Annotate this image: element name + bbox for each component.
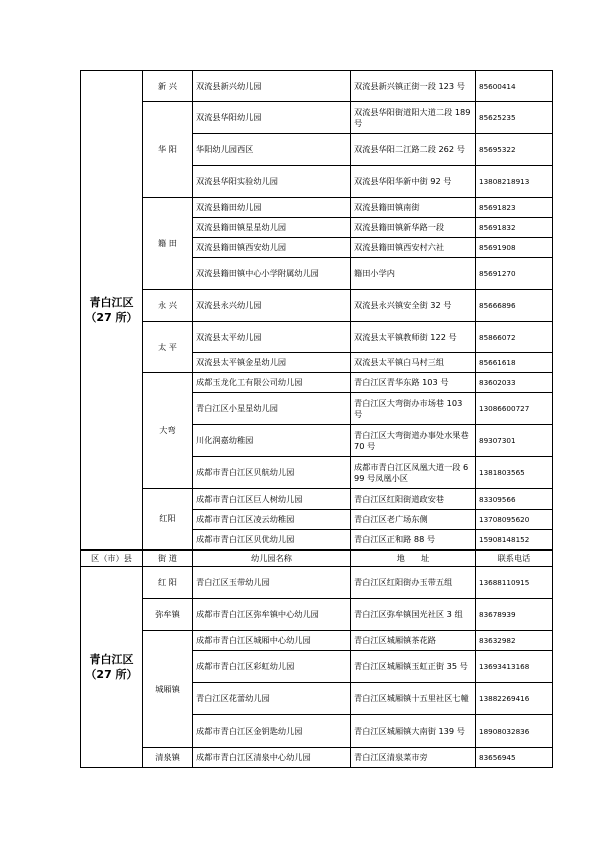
kindergarten-name: 成都市青白江区金钥匙幼儿园: [193, 715, 351, 748]
kindergarten-phone: 83602033: [476, 373, 553, 393]
kindergarten-name: 双流县太平镇金星幼儿园: [193, 353, 351, 373]
street-cell: 新 兴: [143, 71, 193, 102]
table-row: [81, 322, 553, 353]
kindergarten-phone: 18908032836: [476, 715, 553, 748]
street-cell: 华 阳: [143, 102, 193, 198]
district-count: （27 所）: [85, 668, 138, 681]
kindergarten-phone: 13688110915: [476, 567, 553, 599]
street-cell: 弥牟镇: [143, 599, 193, 631]
kindergarten-address: 青白江区老广场东侧: [351, 510, 476, 530]
street-cell: 红 阳: [143, 567, 193, 599]
kindergarten-name: 成都市青白江区彩虹幼儿园: [193, 651, 351, 683]
kindergarten-phone: 13882269416: [476, 683, 553, 715]
street-cell: 籍 田: [143, 198, 193, 290]
table-row: [81, 290, 553, 322]
table-row: [81, 567, 553, 599]
kindergarten-name: 青白江区花蕾幼儿园: [193, 683, 351, 715]
kindergarten-address: 青白江区红阳街道政安巷: [351, 489, 476, 510]
kindergarten-name: 成都市青白江区弥牟镇中心幼儿园: [193, 599, 351, 631]
kindergarten-phone: 85600414: [476, 71, 553, 102]
district-cell: [81, 567, 143, 768]
kindergarten-phone: 13086600727: [476, 393, 553, 425]
kindergarten-phone: 85691908: [476, 238, 553, 258]
kindergarten-address: 青白江区城厢镇十五里社区七幢: [351, 683, 476, 715]
kindergarten-address: 双流县华阳二江路二段 262 号: [351, 134, 476, 166]
kindergarten-name: 川化润嘉幼稚园: [193, 425, 351, 457]
kindergarten-address: 双流县华阳街道阳大道二段 189 号: [351, 102, 476, 134]
kindergarten-phone: 13708095620: [476, 510, 553, 530]
kindergarten-name: 双流县籍田镇西安幼儿园: [193, 238, 351, 258]
kindergarten-address: 双流县永兴镇安全街 32 号: [351, 290, 476, 322]
kindergarten-address: 青白江区大弯街道办事处水果巷 70 号: [351, 425, 476, 457]
kindergarten-name: 成都市青白江区贝航幼儿园: [193, 457, 351, 489]
header-phone: 联系电话: [476, 550, 553, 567]
kindergarten-phone: 15908148152: [476, 530, 553, 550]
table-row: [81, 599, 553, 631]
kindergarten-name: 双流县籍田镇星星幼儿园: [193, 218, 351, 238]
table-row: [81, 102, 553, 134]
kindergarten-address: 籍田小学内: [351, 258, 476, 290]
district-name: 青白江区: [89, 653, 134, 666]
kindergarten-address: 青白江区城厢镇茶花路: [351, 631, 476, 651]
kindergarten-address: 双流县太平镇白马村三组: [351, 353, 476, 373]
table-header-row: [81, 550, 553, 567]
kindergarten-name: 成都市青白江区清泉中心幼儿园: [193, 748, 351, 768]
kindergarten-address: 青白江区青华东路 103 号: [351, 373, 476, 393]
kindergarten-address: 青白江区正和路 88 号: [351, 530, 476, 550]
table-row: [81, 373, 553, 393]
kindergarten-phone: 85695322: [476, 134, 553, 166]
header-street: 街 道: [143, 550, 193, 567]
kindergarten-name: 成都市青白江区凌云幼稚园: [193, 510, 351, 530]
header-name: 幼儿园名称: [193, 550, 351, 567]
kindergarten-phone: 85866072: [476, 322, 553, 353]
street-cell: 清泉镇: [143, 748, 193, 768]
kindergarten-phone: 83678939: [476, 599, 553, 631]
kindergarten-phone: 13808218913: [476, 166, 553, 198]
kindergarten-phone: 85666896: [476, 290, 553, 322]
kindergarten-name: 双流县籍田镇中心小学附属幼儿园: [193, 258, 351, 290]
kindergarten-phone: 13693413168: [476, 651, 553, 683]
kindergarten-address: 双流县新兴镇正街一段 123 号: [351, 71, 476, 102]
kindergarten-phone: 85661618: [476, 353, 553, 373]
kindergarten-phone: 85691832: [476, 218, 553, 238]
kindergarten-address: 双流县太平镇教师街 122 号: [351, 322, 476, 353]
street-cell: 红阳: [143, 489, 193, 550]
kindergarten-address: 青白江区大弯街办市场巷 103 号: [351, 393, 476, 425]
kindergarten-table: [80, 70, 553, 768]
kindergarten-address: 双流县籍田镇西安村六社: [351, 238, 476, 258]
table-row: [81, 748, 553, 768]
kindergarten-name: 成都玉龙化工有限公司幼儿园: [193, 373, 351, 393]
kindergarten-name: 双流县太平幼儿园: [193, 322, 351, 353]
kindergarten-address: 双流县籍田镇新华路一段: [351, 218, 476, 238]
kindergarten-address: 青白江区红阳街办玉带五组: [351, 567, 476, 599]
table-row: [81, 631, 553, 651]
header-address: 地 址: [351, 550, 476, 567]
kindergarten-phone: 83309566: [476, 489, 553, 510]
kindergarten-name: 双流县华阳幼儿园: [193, 102, 351, 134]
kindergarten-address: 青白江区清泉菜市旁: [351, 748, 476, 768]
kindergarten-address: 双流县籍田镇南街: [351, 198, 476, 218]
kindergarten-phone: 89307301: [476, 425, 553, 457]
table-row: [81, 71, 553, 102]
kindergarten-address: 双流县华阳华新中街 92 号: [351, 166, 476, 198]
kindergarten-phone: 85625235: [476, 102, 553, 134]
kindergarten-name: 成都市青白江区巨人树幼儿园: [193, 489, 351, 510]
kindergarten-address: 青白江区弥牟镇国光社区 3 组: [351, 599, 476, 631]
district-count: （27 所）: [85, 310, 138, 324]
kindergarten-name: 成都市青白江区城厢中心幼儿园: [193, 631, 351, 651]
kindergarten-name: 成都市青白江区贝优幼儿园: [193, 530, 351, 550]
kindergarten-name: 华阳幼儿园西区: [193, 134, 351, 166]
kindergarten-address: 青白江区城厢镇玉虹正街 35 号: [351, 651, 476, 683]
kindergarten-phone: 1381803565: [476, 457, 553, 489]
street-cell: 城厢镇: [143, 631, 193, 748]
kindergarten-name: 双流县籍田幼儿园: [193, 198, 351, 218]
kindergarten-address: 青白江区城厢镇大南街 139 号: [351, 715, 476, 748]
kindergarten-name: 青白江区小星星幼儿园: [193, 393, 351, 425]
kindergarten-phone: 83656945: [476, 748, 553, 768]
kindergarten-name: 双流县永兴幼儿园: [193, 290, 351, 322]
table-row: [81, 489, 553, 510]
street-cell: 太 平: [143, 322, 193, 373]
kindergarten-phone: 85691270: [476, 258, 553, 290]
header-district: 区（市）县: [81, 550, 143, 567]
kindergarten-name: 青白江区玉带幼儿园: [193, 567, 351, 599]
street-cell: 永 兴: [143, 290, 193, 322]
kindergarten-phone: 85691823: [476, 198, 553, 218]
kindergarten-name: 双流县华阳实验幼儿园: [193, 166, 351, 198]
table-row: [81, 198, 553, 218]
kindergarten-name: 双流县新兴幼儿园: [193, 71, 351, 102]
kindergarten-phone: 83632982: [476, 631, 553, 651]
street-cell: 大弯: [143, 373, 193, 489]
district-name: 青白江区: [89, 295, 134, 309]
kindergarten-address: 成都市青白江区凤凰大道一段 699 号凤凰小区: [351, 457, 476, 489]
district-cell: [81, 71, 143, 550]
